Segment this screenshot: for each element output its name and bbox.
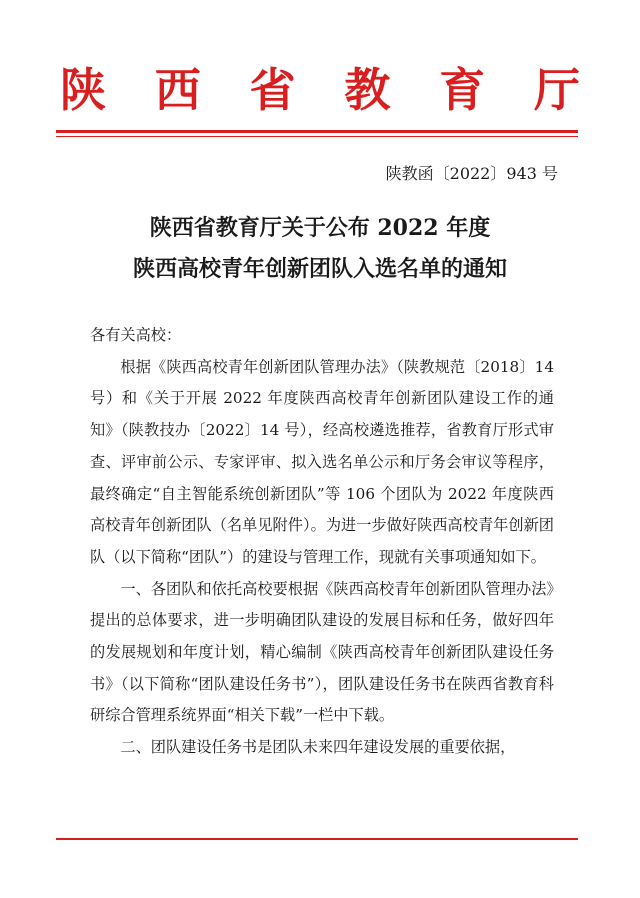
issuer-char: 厅 bbox=[533, 63, 580, 117]
issuer-char: 省 bbox=[249, 63, 296, 117]
header-divider-thin bbox=[56, 136, 578, 137]
issuer-char: 陕 bbox=[60, 63, 106, 117]
header-divider-thick bbox=[56, 130, 578, 133]
issuer-char: 育 bbox=[439, 63, 486, 117]
body-paragraph: 根据《陕西高校青年创新团队管理办法》（陕教规范〔2018〕14 号）和《关于开展 2022 年度陕西高校青年创新团队建设工作的通知》（陕教技办〔2022〕14 号），经高校遴选推荐，省教育厅形式审查、评审前公示、专家评审、拟入选名单公示和厅务会审议等程序，最终确定“自主智能系统创新团队”等 106 个团队为 2022 年度陕西高校青年创新团队（名单见附件）。为进一步做好陕西高校青年创新团队（以下简称“团队”）的建设与管理工作，现就有关事项通知如下。 bbox=[90, 357, 554, 566]
body-paragraph: 一、各团队和依托高校要根据《陕西高校青年创新团队管理办法》提出的总体要求，进一步明确团队建设的发展目标和任务，做好四年的发展规划和年度计划，精心编制《陕西高校青年创新团队建设任务书》（以下简称“团队建设任务书”），团队建设任务书在陕西省教育科研综合管理系统界面“相关下载”一栏中下载。 bbox=[90, 579, 554, 725]
footer-divider bbox=[56, 838, 578, 840]
document-title-line-1: 陕西省教育厅关于公布 2022 年度 bbox=[149, 215, 491, 241]
document-number: 陕教函〔2022〕943 号 bbox=[385, 164, 558, 183]
issuer-header bbox=[60, 62, 580, 118]
document-body bbox=[90, 320, 554, 764]
salutation: 各有关高校： bbox=[90, 326, 182, 344]
document-title-line-2: 陕西高校青年创新团队入选名单的通知 bbox=[132, 256, 507, 282]
body-paragraph: 二、团队建设任务书是团队未来四年建设发展的重要依据， bbox=[120, 738, 516, 757]
issuer-char: 教 bbox=[344, 63, 391, 117]
issuer-char: 西 bbox=[154, 63, 201, 117]
